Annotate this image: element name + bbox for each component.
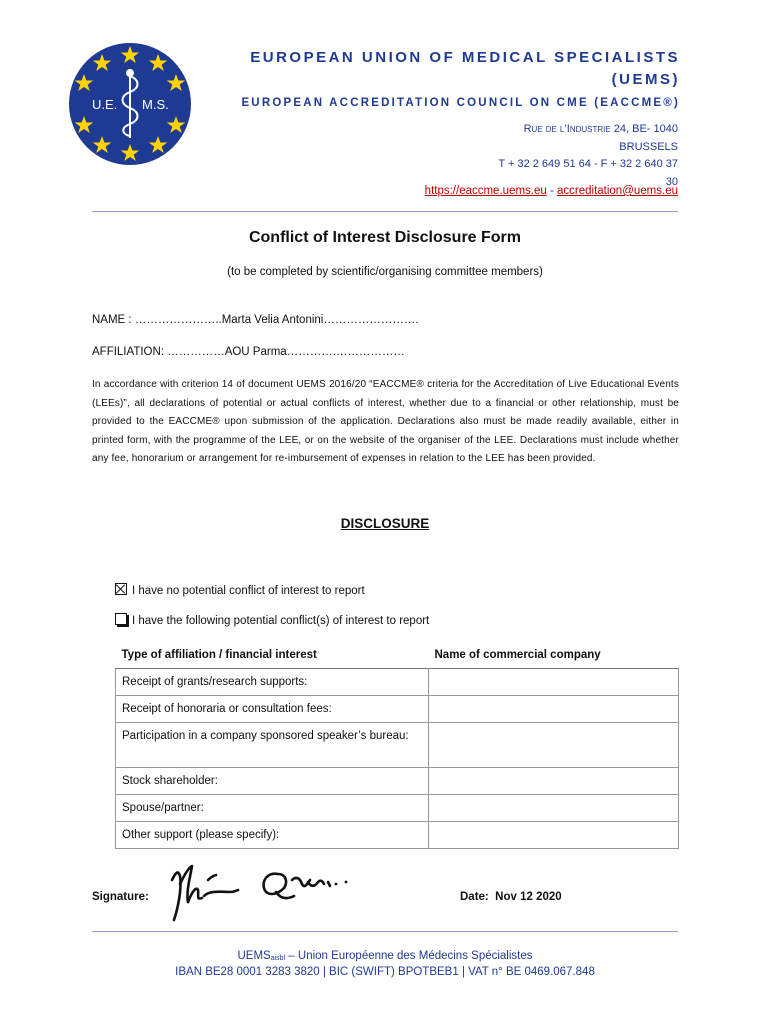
table-row — [116, 768, 679, 795]
criteria-paragraph: In accordance with criterion 14 of document UEMS 2016/20 “EACCME® criteria for the Accreditation of Live Educational Events (LEEs)”, all declarations of potential or actual conflicts of interest, whether due to a financial or other relationship, must be provided to the EACCME® upon submission of the application. Declarations also must be made readily available, either in printed form, with the programme of the LEE, or on the website of the organiser of the LEE. Declarations must include whether any fee, honorarium or arrangement for re-imbursement of expenses in relation to the LEE has been provided. — [92, 379, 679, 464]
logo-left-text: U.E. — [92, 97, 118, 112]
company-cell[interactable] — [429, 822, 679, 849]
column-header-company: Name of commercial company — [429, 646, 679, 669]
website-link[interactable]: https://eaccme.uems.eu — [424, 185, 547, 197]
footer-org: UEMS — [237, 950, 271, 962]
date-label: Date: — [460, 891, 489, 903]
footer-divider — [92, 931, 678, 932]
row-label: Participation in a company sponsored speaker’s bureau: — [116, 723, 429, 768]
row-label: Spouse/partner: — [116, 795, 429, 822]
empty-checkbox-icon[interactable] — [115, 613, 127, 625]
affiliation-dots-before: …………… — [167, 346, 225, 358]
address-block — [458, 121, 678, 191]
name-field — [92, 314, 419, 326]
table-row — [116, 723, 679, 768]
row-label: Receipt of honoraria or consultation fees: — [116, 696, 429, 723]
name-value[interactable]: Marta Velia Antonini — [221, 314, 324, 326]
row-label: Receipt of grants/research supports: — [116, 669, 429, 696]
disclosure-heading: DISCLOSURE — [340, 516, 430, 531]
phone-line-2: 30 — [665, 175, 678, 188]
affiliation-field — [92, 346, 405, 358]
uems-logo — [68, 42, 192, 166]
row-label: Other support (please specify): — [116, 822, 429, 849]
option-has-conflict[interactable] — [115, 612, 429, 627]
address-city: BRUSSELS — [619, 140, 678, 153]
org-line-2: (UEMS) — [611, 71, 680, 88]
table-row — [116, 696, 679, 723]
name-dots-before: ………………….. — [134, 314, 222, 326]
company-cell[interactable] — [429, 669, 679, 696]
affiliation-value[interactable]: AOU Parma — [224, 346, 287, 358]
company-cell[interactable] — [429, 723, 679, 768]
checked-checkbox-icon[interactable] — [115, 583, 127, 595]
form-subtitle: (to be completed by scientific/organising committee members) — [227, 266, 543, 278]
option-has-conflict-label: I have the following potential conflict(s) of interest to report — [132, 615, 430, 627]
company-cell[interactable] — [429, 696, 679, 723]
handwritten-signature — [168, 858, 363, 923]
council-title: EUROPEAN ACCREDITATION COUNCIL ON CME (EACCME®) — [241, 97, 680, 109]
row-label: Stock shareholder: — [116, 768, 429, 795]
link-separator: - — [546, 185, 557, 197]
form-title: Conflict of Interest Disclosure Form — [248, 229, 522, 246]
option-no-conflict[interactable] — [115, 582, 365, 597]
contact-links — [425, 185, 678, 197]
phone-line-1: T + 32 2 649 51 64 - F + 32 2 640 37 — [498, 158, 678, 170]
table-row — [116, 795, 679, 822]
address-street: Rue de l’Industrie 24, BE- 1040 — [523, 123, 678, 135]
date-field — [460, 891, 562, 903]
footer-bank-line: IBAN BE28 0001 3283 3820 | BIC (SWIFT) BPOTBEB1 | VAT n° BE 0469.067.848 — [175, 966, 595, 978]
organization-title — [200, 47, 680, 91]
conflict-table — [115, 646, 679, 849]
footer-org-line — [0, 950, 770, 962]
footer-org-sub: aisbl — [270, 955, 286, 962]
signature-label: Signature: — [92, 891, 149, 903]
date-value: Nov 12 2020 — [495, 891, 562, 903]
email-link[interactable]: accreditation@uems.eu — [557, 185, 678, 197]
org-line-1: EUROPEAN UNION OF MEDICAL SPECIALISTS — [250, 49, 680, 66]
column-header-type: Type of affiliation / financial interest — [116, 646, 429, 669]
affiliation-label: AFFILIATION: — [92, 346, 168, 358]
name-label: NAME : — [92, 314, 135, 326]
table-row — [116, 822, 679, 849]
table-header-row — [116, 646, 679, 669]
company-cell[interactable] — [429, 795, 679, 822]
footer-org-name: – Union Européenne des Médecins Spécialistes — [285, 950, 533, 962]
logo-right-text: M.S. — [142, 97, 169, 112]
affiliation-dots-after: ………….……………… — [286, 346, 405, 358]
name-dots-after: ……………………. — [323, 314, 419, 326]
header-divider — [92, 211, 678, 212]
company-cell[interactable] — [429, 768, 679, 795]
table-row — [116, 669, 679, 696]
option-no-conflict-label: I have no potential conflict of interest to report — [132, 585, 365, 597]
